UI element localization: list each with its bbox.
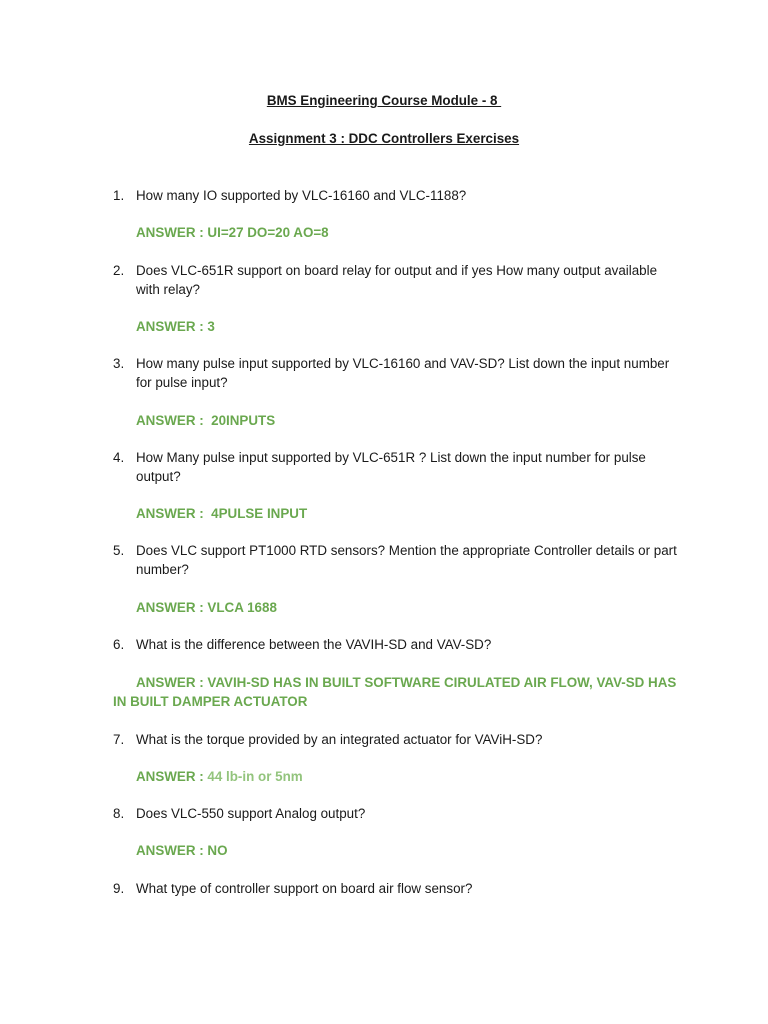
question-number: 2. — [113, 263, 125, 278]
question-1 — [113, 186, 683, 205]
answer-6: ANSWER : VAVIH-SD HAS IN BUILT SOFTWARE CIRULATED AIR FLOW, VAV-SD HAS IN BUILT DAMPER ACTUATOR — [113, 675, 677, 709]
question-text: How many IO supported by VLC-16160 and VLC-1188? — [136, 188, 467, 203]
question-number: 7. — [113, 732, 125, 747]
question-8 — [113, 804, 683, 823]
answer-1 — [136, 223, 329, 242]
question-number: 1. — [113, 188, 125, 203]
answer-label: ANSWER : — [136, 600, 208, 615]
answer-value: 20INPUTS — [211, 413, 276, 428]
question-5 — [113, 541, 683, 579]
question-2 — [113, 261, 683, 299]
question-number: 9. — [113, 881, 125, 896]
answer-2 — [136, 317, 215, 336]
answer-label: ANSWER : — [136, 769, 208, 784]
answer-label: ANSWER : — [136, 225, 208, 240]
answer-7 — [136, 767, 303, 786]
question-number: 5. — [113, 543, 125, 558]
answer-value: VLCA 1688 — [207, 600, 277, 615]
question-6 — [113, 635, 683, 654]
question-number: 3. — [113, 356, 125, 371]
question-text: What is the torque provided by an integrated actuator for VAViH-SD? — [136, 732, 543, 747]
question-text: How Many pulse input supported by VLC-651R ? List down the input number for pulse output? — [136, 450, 646, 484]
document-title: BMS Engineering Course Module - 8 — [266, 93, 502, 108]
answer-5 — [136, 598, 277, 617]
question-number: 4. — [113, 450, 125, 465]
answer-value: NO — [207, 843, 228, 858]
answer-label: ANSWER : — [136, 506, 212, 521]
question-number: 8. — [113, 806, 125, 821]
answer-8 — [136, 841, 228, 860]
question-text: What is the difference between the VAVIH-SD and VAV-SD? — [136, 637, 492, 652]
answer-value: UI=27 DO=20 AO=8 — [207, 225, 329, 240]
answer-value: 3 — [207, 319, 215, 334]
answer-label: ANSWER : — [136, 843, 208, 858]
question-text: How many pulse input supported by VLC-16160 and VAV-SD? List down the input number for pulse input? — [136, 356, 670, 390]
answer-label: ANSWER : — [136, 319, 208, 334]
answer-value: 4PULSE INPUT — [211, 506, 308, 521]
question-7 — [113, 730, 683, 749]
question-text: Does VLC support PT1000 RTD sensors? Mention the appropriate Controller details or part number? — [136, 543, 677, 577]
question-3 — [113, 354, 683, 392]
answer-label: ANSWER : — [136, 413, 212, 428]
question-4 — [113, 448, 683, 486]
answer-3 — [136, 411, 275, 430]
assignment-title: Assignment 3 : DDC Controllers Exercises — [248, 131, 520, 146]
answer-4 — [136, 504, 307, 523]
question-text: What type of controller support on board air flow sensor? — [136, 881, 473, 896]
question-9 — [113, 879, 683, 898]
answer-value: 44 lb-in or 5nm — [207, 769, 303, 784]
question-text: Does VLC-651R support on board relay for output and if yes How many output available with relay? — [136, 263, 658, 297]
question-text: Does VLC-550 support Analog output? — [136, 806, 366, 821]
question-number: 6. — [113, 637, 125, 652]
